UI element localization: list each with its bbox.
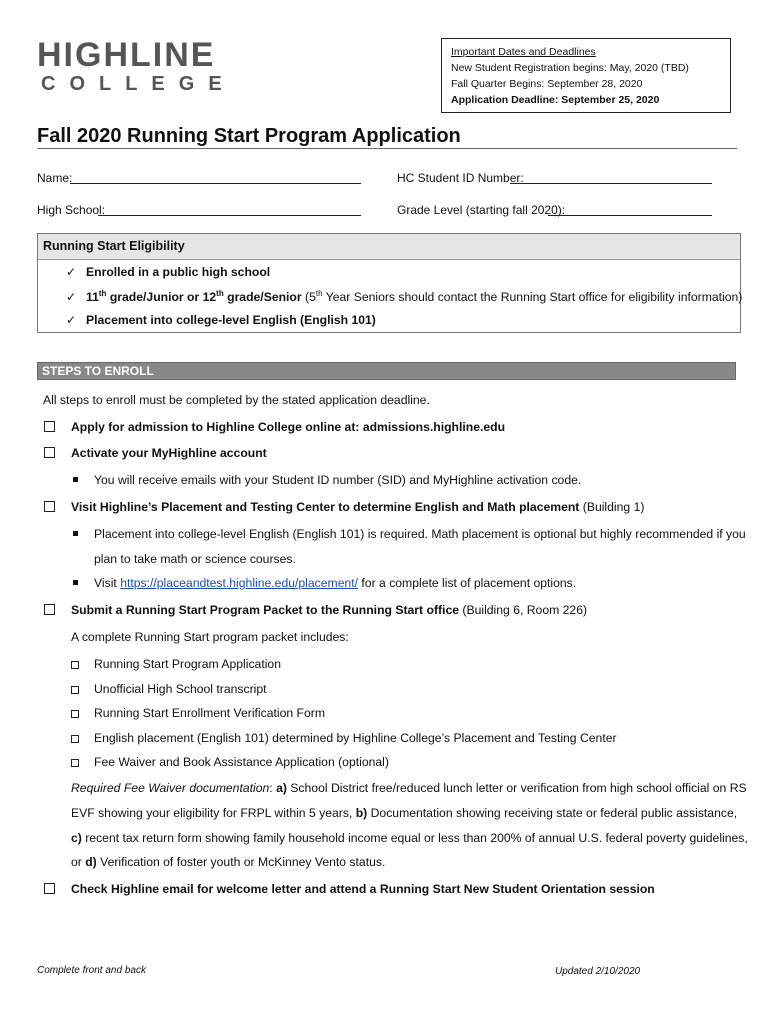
fee-waiver-line-4: or d) Verification of foster youth or McKinney Vento status. bbox=[71, 855, 386, 869]
packet-checkbox[interactable] bbox=[71, 686, 79, 694]
checkmark-icon: ✓ bbox=[66, 313, 77, 327]
high-school-field[interactable] bbox=[98, 203, 361, 216]
eligibility-item: ✓ 11th grade/Junior or 12th grade/Senior (5th Year Seniors should contact the Running Start office for eligibility information) bbox=[66, 289, 743, 305]
grade-level-field[interactable] bbox=[548, 203, 712, 216]
checkmark-icon: ✓ bbox=[66, 265, 77, 279]
deadline-application: Application Deadline: September 25, 2020 bbox=[451, 94, 660, 106]
step-checkbox[interactable] bbox=[44, 447, 55, 458]
student-id-label: HC Student ID Number: bbox=[397, 171, 524, 185]
checkmark-icon: ✓ bbox=[66, 290, 77, 305]
bullet-icon bbox=[73, 580, 78, 585]
placement-link[interactable]: https://placeandtest.highline.edu/placement/ bbox=[120, 576, 359, 590]
high-school-label: High School: bbox=[37, 203, 106, 217]
step3-bullet-1a: Placement into college-level English (English 101) is required. Math placement is optional but highly recommended if you bbox=[94, 527, 746, 541]
grade-level-label: Grade Level (starting fall 2020): bbox=[397, 203, 566, 217]
student-id-field[interactable] bbox=[510, 171, 712, 184]
fee-waiver-line-3: c) recent tax return form showing family household income equal or less than 200% of annual U.S. federal poverty guidelines, bbox=[71, 831, 748, 845]
packet-checkbox[interactable] bbox=[71, 710, 79, 718]
packet-item: Unofficial High School transcript bbox=[94, 682, 267, 696]
steps-intro: All steps to enroll must be completed by the stated application deadline. bbox=[43, 393, 430, 407]
packet-checkbox[interactable] bbox=[71, 759, 79, 767]
eligibility-item: ✓ Placement into college-level English (English 101) bbox=[66, 313, 376, 327]
step3-bullet-1b: plan to take math or science courses. bbox=[94, 552, 296, 566]
packet-item: Running Start Enrollment Verification Form bbox=[94, 706, 325, 720]
fee-waiver-line-2: EVF showing your eligibility for FRPL within 5 years, b) Documentation showing receiving state or federal public assistance, bbox=[71, 806, 738, 820]
name-field[interactable] bbox=[70, 171, 361, 184]
step2-bullet: You will receive emails with your Student ID number (SID) and MyHighline activation code. bbox=[94, 473, 582, 487]
packet-item: English placement (English 101) determined by Highline College’s Placement and Testing Center bbox=[94, 731, 617, 745]
logo-college: COLLEGE bbox=[41, 73, 236, 95]
deadlines-heading: Important Dates and Deadlines bbox=[451, 46, 596, 58]
packet-item: Fee Waiver and Book Assistance Application (optional) bbox=[94, 755, 389, 769]
packet-intro: A complete Running Start program packet includes: bbox=[71, 630, 349, 644]
footer-updated: Updated 2/10/2020 bbox=[555, 966, 641, 977]
step-checkbox[interactable] bbox=[44, 501, 55, 512]
deadlines-box bbox=[441, 38, 731, 113]
title-divider bbox=[37, 148, 737, 149]
step3-bullet-2: Visit https://placeandtest.highline.edu/placement/ for a complete list of placement options. bbox=[94, 576, 577, 590]
page-title: Fall 2020 Running Start Program Application bbox=[37, 125, 461, 147]
step-orientation: Check Highline email for welcome letter and attend a Running Start New Student Orientation session bbox=[71, 882, 655, 896]
deadline-registration: New Student Registration begins: May, 2020 (TBD) bbox=[451, 62, 689, 74]
eligibility-item: ✓ Enrolled in a public high school bbox=[66, 265, 271, 279]
step-checkbox[interactable] bbox=[44, 883, 55, 894]
steps-header: STEPS TO ENROLL bbox=[37, 362, 736, 380]
footer-note: Complete front and back bbox=[37, 965, 146, 976]
eligibility-heading: Running Start Eligibility bbox=[38, 234, 740, 260]
packet-item: Running Start Program Application bbox=[94, 657, 281, 671]
step-checkbox[interactable] bbox=[44, 421, 55, 432]
step-placement: Visit Highline’s Placement and Testing Center to determine English and Math placement (Building 1) bbox=[71, 500, 645, 514]
bullet-icon bbox=[73, 477, 78, 482]
bullet-icon bbox=[73, 531, 78, 536]
step-apply: Apply for admission to Highline College online at: admissions.highline.edu bbox=[71, 420, 506, 434]
logo-highline: HIGHLINE bbox=[37, 36, 216, 74]
step-activate: Activate your MyHighline account bbox=[71, 446, 267, 460]
fee-waiver-line-1: Required Fee Waiver documentation: a) School District free/reduced lunch letter or verification from high school official on RS bbox=[71, 781, 747, 795]
name-label: Name: bbox=[37, 171, 73, 185]
deadline-fall-quarter: Fall Quarter Begins: September 28, 2020 bbox=[451, 78, 643, 90]
step-submit-packet: Submit a Running Start Program Packet to the Running Start office (Building 6, Room 226) bbox=[71, 603, 588, 617]
packet-checkbox[interactable] bbox=[71, 735, 79, 743]
eligibility-box bbox=[37, 233, 741, 333]
packet-checkbox[interactable] bbox=[71, 661, 79, 669]
step-checkbox[interactable] bbox=[44, 604, 55, 615]
